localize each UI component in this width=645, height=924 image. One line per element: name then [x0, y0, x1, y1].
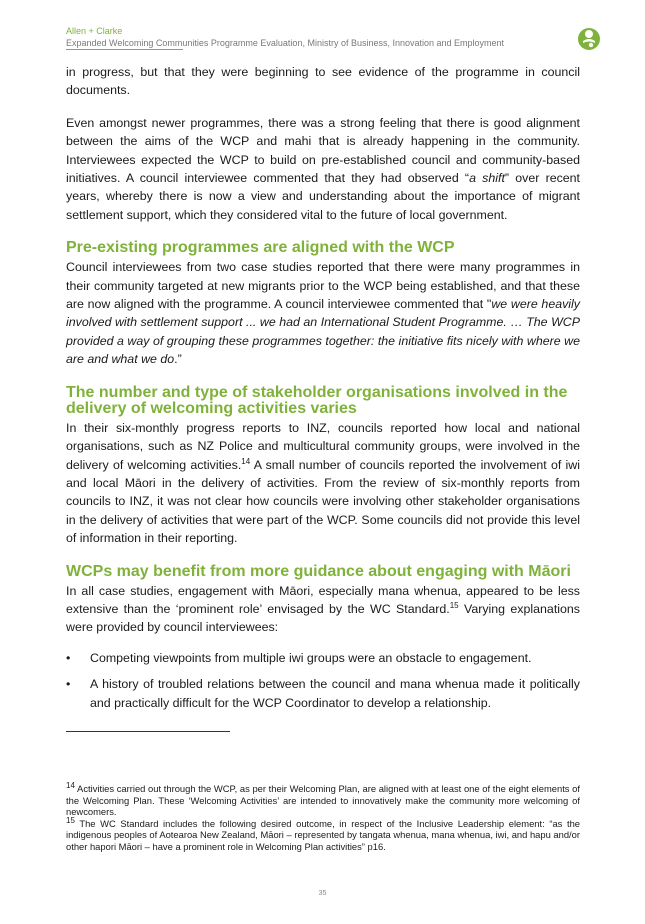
page-content — [66, 63, 580, 712]
page-header — [66, 26, 504, 49]
header-rule — [66, 49, 183, 50]
footnote-separator — [66, 731, 230, 732]
bullet-list — [66, 649, 580, 712]
header-org: Allen + Clarke — [66, 26, 123, 36]
footnotes — [66, 780, 580, 853]
paragraph-intro: in progress, but that they were beginning to see evidence of the programme in council documents. — [66, 65, 580, 98]
list-item: • Competing viewpoints from multiple iwi groups were an obstacle to engagement. — [66, 649, 580, 667]
bullet-icon: • — [66, 677, 71, 692]
allen-clarke-logo-icon — [577, 24, 601, 52]
section-heading: Pre-existing programmes are aligned with the WCP — [66, 239, 455, 257]
section-paragraph: In their six-monthly progress reports to INZ, councils reported how local and national organisations, such as NZ Police and multicultural community groups, were involved in the delivery of welcoming activities.$^{14}$ A small number of councils reported the involvement of iwi and local Māori in the delivery of activities. From the review of six-monthly reports from councils to INZ, it was not clear how councils were involving other stakeholder organisations in the delivery of activities that were part of the WCP. Some councils did not provide this level of information in their reporting. — [66, 420, 580, 546]
footnote-ref[interactable]: 14 — [241, 456, 251, 466]
list-item: • A history of troubled relations between the council and mana whenua made it politically and practically difficult for the WCP Coordinator to develop a relationship. — [66, 677, 580, 710]
section-heading: The number and type of stakeholder organisations involved in the delivery of welcoming activities varies — [66, 383, 568, 417]
section-maori-engagement — [66, 564, 580, 712]
quote-emphasis: a shift — [469, 171, 505, 186]
footnote: $^{14}$ Activities carried out through the WCP, as per their Welcoming Plan, are aligned with at least one of the eight elements of the Welcoming Plan. These ‘Welcoming Activities’ are intended to innovatively make the community more welcoming of newcomers. — [66, 780, 580, 818]
page-number: 35 — [318, 890, 327, 897]
bullet-icon: • — [66, 650, 71, 665]
footnote: $^{15}$ The WC Standard includes the following desired outcome, in respect of the Inclusive Leadership element: “as the indigenous peoples of Aotearoa New Zealand, Māori – represented by tangata whenua, mana whenua, iwi, and hapu and/or other hapori Māori – have a prominent role in Welcoming Plan activities” p16. — [66, 815, 580, 852]
section-preexisting — [66, 240, 580, 368]
footnote-ref[interactable]: 15 — [449, 600, 459, 610]
section-paragraph: In all case studies, engagement with Māori, especially mana whenua, appeared to be less extensive than the ‘prominent role’ envisaged by the WC Standard.$^{15}$ Varying explanations were provided by council interviewees: — [66, 583, 580, 635]
interview-quote: we were heavily involved with settlement support ... we had an International Student Programme. … The WCP provided a way of grouping these programmes together: the initiative fits nicely with where we are and what we do — [66, 297, 580, 367]
section-paragraph: Council interviewees from two case studies reported that there were many programmes in their community targeted at new migrants prior to the WCP being established, and that these are now aligned with the programme. A council interviewee commented that "we were heavily involved with settlement support ... we had an International Student Programme. … The WCP provided a way of grouping these programmes together: the initiative fits nicely with where we are and what we do.” — [66, 260, 580, 367]
section-heading: WCPs may benefit from more guidance about engaging with Māori — [66, 562, 571, 580]
section-stakeholders — [66, 385, 580, 548]
paragraph-alignment: Even amongst newer programmes, there was a strong feeling that there is good alignment between the aims of the WCP and mahi that is already happening in the community. Interviewees expected the WCP to build on pre-established council and community-based initiatives. A council interviewee commented that they had observed “a shift” over recent years, whereby there is now a view and understanding about the importance of migrant settlement support, which they considered vital to the future of local government. — [66, 115, 581, 222]
header-subtitle: Expanded Welcoming Communities Programme Evaluation, Ministry of Business, Innovation and Employment — [66, 38, 505, 48]
